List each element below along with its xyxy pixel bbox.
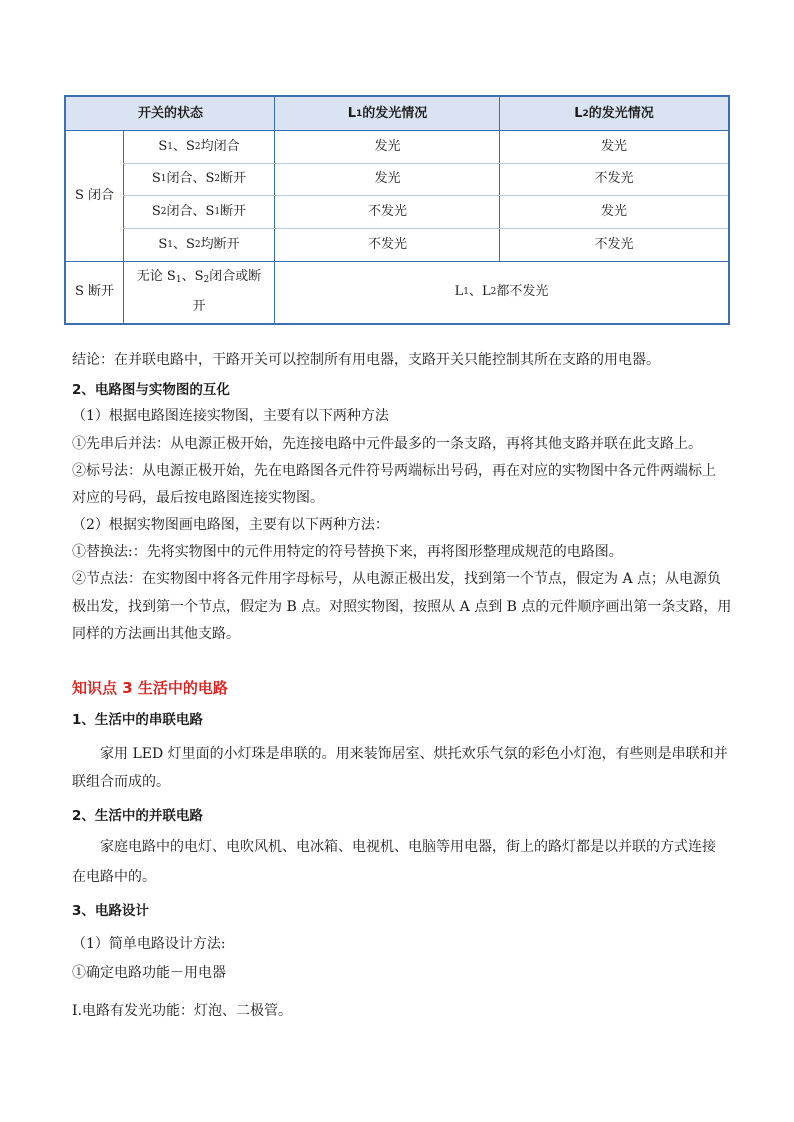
grid-line <box>123 228 728 229</box>
paragraph: ②节点法：在实物图中将各元件用字母标号，从电源正极出发，找到第一个节点，假定为 A 点；从电源负 <box>72 571 722 587</box>
paragraph: 联组合而成的。 <box>72 774 170 790</box>
paragraph: ①替换法:：先将实物图中的元件用特定的符号替换下来，再将图形整理成规范的电路图。 <box>72 544 623 560</box>
group-s-closed: S 闭合 <box>74 188 115 203</box>
paragraph: 对应的号码，最后按电路图连接实物图。 <box>72 490 324 506</box>
knowledge-point-3-title: 知识点 3 生活中的电路 <box>72 679 228 697</box>
header-l2-status: L 2 的发光情况 <box>500 97 728 131</box>
paragraph: 家用 LED 灯里面的小灯珠是串联的。用来装饰居室、烘托欢乐气氛的彩色小灯泡，有些则是串联和并 <box>100 746 728 762</box>
row-1-l1: 发光 <box>374 139 401 154</box>
paragraph: 极出发，找到第一个节点，假定为 B 点。对照实物图，按照从 A 点到 B 点的元件顺序画出第一条支路，用 <box>72 599 732 615</box>
paragraph: （2）根据实物图画电路图，主要有以下两种方法： <box>72 517 389 533</box>
heading-circuit-design: 3、电路设计 <box>72 903 149 919</box>
paragraph: ①先串后并法：从电源正极开始，先连接电路中元件最多的一条支路，再将其他支路并联在此支路上。 <box>72 436 702 452</box>
paragraph: 在电路中的。 <box>72 869 156 885</box>
grid-line <box>274 97 275 323</box>
grid-line <box>66 261 728 262</box>
paragraph: ②标号法：从电源正极开始，先在电路图各元件符号两端标出号码，再在对应的实物图中各元件两端标上 <box>72 463 716 479</box>
row-4-condition: S 1 、S 2 均断开 <box>158 236 240 252</box>
open-row-condition: 无论 $S_1$、$S_2$闭合或断 开 <box>136 269 262 314</box>
row-2-condition: S 1 闭合、S 2 断开 <box>151 171 247 186</box>
heading-diagram-conversion: 2、电路图与实物图的互化 <box>72 382 230 398</box>
grid-line <box>123 163 728 164</box>
grid-line <box>499 97 500 261</box>
header-l1-status: L 1 的发光情况 <box>275 97 500 131</box>
paragraph: ①确定电路功能－用电器 <box>72 965 226 981</box>
group-s-open: S 断开 <box>74 284 115 299</box>
conclusion-text: 结论：在并联电路中，干路开关可以控制所有用电器，支路开关只能控制其所在支路的用电器。 <box>72 352 660 368</box>
heading-parallel-circuit: 2、生活中的并联电路 <box>72 808 203 824</box>
row-3-condition: S 2 闭合、S 1 断开 <box>151 203 247 219</box>
row-3-l2: 发光 <box>600 203 627 219</box>
grid-line <box>123 195 728 196</box>
paragraph: （1）简单电路设计方法: <box>72 936 226 952</box>
row-1-condition: S 1 、S 2 均闭合 <box>158 139 240 154</box>
grid-line <box>123 131 124 323</box>
row-3-l1: 不发光 <box>367 203 407 219</box>
header-switch-state: 开关的状态 <box>66 97 275 131</box>
row-4-l1: 不发光 <box>367 236 407 252</box>
paragraph: （1）根据电路图连接实物图，主要有以下两种方法 <box>72 408 389 424</box>
paragraph: 家庭电路中的电灯、电吹风机、电冰箱、电视机、电脑等用电器，街上的路灯都是以并联的方式连接 <box>100 839 716 855</box>
paragraph: Ⅰ.电路有发光功能：灯泡、二极管。 <box>72 1003 292 1019</box>
switch-state-table <box>64 95 730 325</box>
open-row-result: L 1 、L 2 都不发光 <box>454 284 549 299</box>
paragraph: 同样的方法画出其他支路。 <box>72 626 240 642</box>
row-4-l2: 不发光 <box>594 236 634 252</box>
row-2-l1: 发光 <box>374 171 401 186</box>
row-2-l2: 不发光 <box>594 171 634 186</box>
row-1-l2: 发光 <box>600 139 627 154</box>
heading-series-circuit: 1、生活中的串联电路 <box>72 712 203 728</box>
